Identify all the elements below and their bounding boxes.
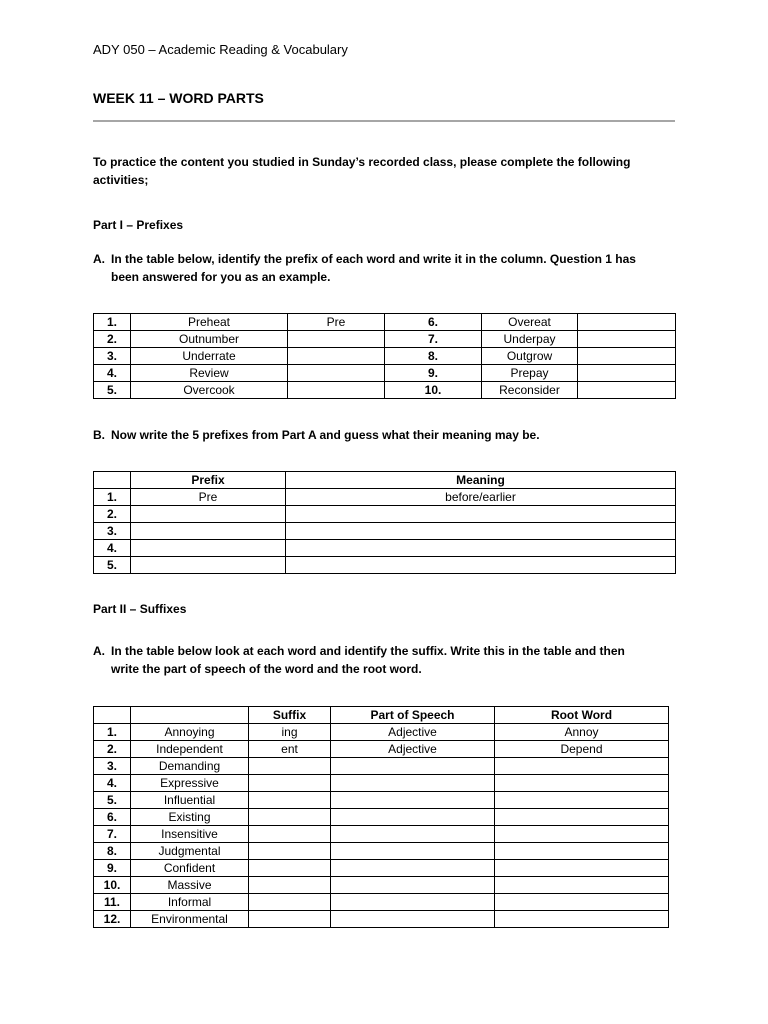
suffix-cell	[249, 894, 331, 911]
root-word-cell	[495, 792, 669, 809]
suffix-cell	[249, 792, 331, 809]
meaning-cell	[286, 540, 676, 557]
word-cell: Preheat	[131, 314, 288, 331]
word-cell: Prepay	[482, 365, 578, 382]
word-cell: Underrate	[131, 348, 288, 365]
part1-b-label: B.	[93, 428, 105, 442]
suffix-cell	[249, 775, 331, 792]
row-number: 3.	[94, 523, 131, 540]
word-cell: Overeat	[482, 314, 578, 331]
suffix-cell	[249, 809, 331, 826]
root-word-cell	[495, 860, 669, 877]
part2-a-label: A.	[93, 644, 105, 658]
table-row	[94, 758, 669, 775]
part-of-speech-cell	[331, 843, 495, 860]
table-row	[94, 724, 669, 741]
table-row	[94, 843, 669, 860]
row-number: 11.	[94, 894, 131, 911]
root-word-cell	[495, 894, 669, 911]
word-cell: Judgmental	[131, 843, 249, 860]
table-row	[94, 877, 669, 894]
row-number: 5.	[94, 557, 131, 574]
prefix-cell: Pre	[131, 489, 286, 506]
table-row	[94, 489, 676, 506]
part-of-speech-cell	[331, 792, 495, 809]
row-number: 8.	[94, 843, 131, 860]
root-word-header: Root Word	[495, 707, 669, 724]
root-word-cell: Annoy	[495, 724, 669, 741]
suffix-cell	[249, 877, 331, 894]
prefix-cell	[131, 557, 286, 574]
prefix-answer-cell: Pre	[288, 314, 385, 331]
meaning-cell	[286, 506, 676, 523]
prefix-answer-cell	[288, 331, 385, 348]
row-number: 2.	[94, 331, 131, 348]
table-row	[94, 365, 676, 382]
prefix-cell	[131, 506, 286, 523]
part-of-speech-cell	[331, 809, 495, 826]
blank-header	[94, 472, 131, 489]
table-row	[94, 911, 669, 928]
table-row	[94, 809, 669, 826]
prefix-answer-cell	[288, 382, 385, 399]
word-cell: Insensitive	[131, 826, 249, 843]
root-word-cell	[495, 911, 669, 928]
table-row	[94, 775, 669, 792]
word-cell: Massive	[131, 877, 249, 894]
row-number: 3.	[94, 348, 131, 365]
table-row	[94, 894, 669, 911]
row-number: 7.	[385, 331, 482, 348]
word-cell: Influential	[131, 792, 249, 809]
row-number: 2.	[94, 741, 131, 758]
table-row	[94, 523, 676, 540]
header-row	[94, 472, 676, 489]
table-row	[94, 382, 676, 399]
table-row	[94, 331, 676, 348]
part1-a-line2: been answered for you as an example.	[111, 270, 331, 284]
root-word-cell	[495, 809, 669, 826]
root-word-cell	[495, 877, 669, 894]
word-cell: Annoying	[131, 724, 249, 741]
row-number: 9.	[385, 365, 482, 382]
part2-heading: Part II – Suffixes	[93, 602, 187, 616]
prefix-answer-cell	[578, 365, 676, 382]
root-word-cell: Depend	[495, 741, 669, 758]
meaning-header: Meaning	[286, 472, 676, 489]
row-number: 7.	[94, 826, 131, 843]
row-number: 6.	[385, 314, 482, 331]
suffix-cell	[249, 826, 331, 843]
suffix-cell: ing	[249, 724, 331, 741]
root-word-cell	[495, 775, 669, 792]
row-number: 5.	[94, 792, 131, 809]
suffix-cell	[249, 758, 331, 775]
prefix-cell	[131, 523, 286, 540]
part-of-speech-cell	[331, 894, 495, 911]
word-cell: Review	[131, 365, 288, 382]
prefix-table	[93, 313, 676, 399]
part2-a-instruction	[93, 642, 678, 678]
part-of-speech-cell	[331, 877, 495, 894]
row-number: 12.	[94, 911, 131, 928]
row-number: 9.	[94, 860, 131, 877]
part1-b-instruction	[93, 426, 678, 444]
prefix-answer-cell	[578, 314, 676, 331]
word-cell: Demanding	[131, 758, 249, 775]
header-row	[94, 707, 669, 724]
part-of-speech-header: Part of Speech	[331, 707, 495, 724]
row-number: 1.	[94, 314, 131, 331]
row-number: 6.	[94, 809, 131, 826]
suffix-header: Suffix	[249, 707, 331, 724]
part1-a-instruction	[93, 250, 678, 286]
table-row	[94, 314, 676, 331]
prefix-answer-cell	[578, 348, 676, 365]
word-cell: Expressive	[131, 775, 249, 792]
table-row	[94, 540, 676, 557]
row-number: 4.	[94, 775, 131, 792]
page-title: WEEK 11 – WORD PARTS	[93, 90, 264, 106]
prefix-meaning-table	[93, 471, 676, 574]
prefix-answer-cell	[578, 382, 676, 399]
table-row	[94, 826, 669, 843]
blank-header	[94, 707, 131, 724]
word-cell: Environmental	[131, 911, 249, 928]
word-cell: Outgrow	[482, 348, 578, 365]
word-cell: Independent	[131, 741, 249, 758]
prefix-header: Prefix	[131, 472, 286, 489]
prefix-answer-cell	[578, 331, 676, 348]
part-of-speech-cell	[331, 911, 495, 928]
part-of-speech-cell	[331, 860, 495, 877]
part1-a-line1: In the table below, identify the prefix of each word and write it in the column. Question 1 has	[111, 252, 636, 266]
course-title: ADY 050 – Academic Reading & Vocabulary	[93, 42, 348, 57]
blank-header	[131, 707, 249, 724]
suffix-cell	[249, 860, 331, 877]
word-cell: Underpay	[482, 331, 578, 348]
part-of-speech-cell	[331, 826, 495, 843]
part2-a-line2: write the part of speech of the word and the root word.	[111, 662, 422, 676]
meaning-cell	[286, 557, 676, 574]
part1-a-label: A.	[93, 252, 105, 266]
word-cell: Informal	[131, 894, 249, 911]
table-row	[94, 557, 676, 574]
row-number: 1.	[94, 724, 131, 741]
meaning-cell	[286, 523, 676, 540]
part1-b-text: Now write the 5 prefixes from Part A and guess what their meaning may be.	[111, 428, 540, 442]
suffix-cell	[249, 843, 331, 860]
row-number: 4.	[94, 365, 131, 382]
title-divider	[93, 120, 675, 122]
root-word-cell	[495, 826, 669, 843]
row-number: 3.	[94, 758, 131, 775]
word-cell: Existing	[131, 809, 249, 826]
table-row	[94, 860, 669, 877]
table-row	[94, 348, 676, 365]
prefix-answer-cell	[288, 348, 385, 365]
part1-heading: Part I – Prefixes	[93, 218, 184, 232]
root-word-cell	[495, 758, 669, 775]
row-number: 8.	[385, 348, 482, 365]
word-cell: Overcook	[131, 382, 288, 399]
word-cell: Reconsider	[482, 382, 578, 399]
part-of-speech-cell: Adjective	[331, 741, 495, 758]
row-number: 5.	[94, 382, 131, 399]
suffix-cell: ent	[249, 741, 331, 758]
suffix-table	[93, 706, 669, 928]
part2-a-line1: In the table below look at each word and identify the suffix. Write this in the table and then	[111, 644, 625, 658]
word-cell: Outnumber	[131, 331, 288, 348]
table-row	[94, 741, 669, 758]
part-of-speech-cell	[331, 758, 495, 775]
part-of-speech-cell: Adjective	[331, 724, 495, 741]
part-of-speech-cell	[331, 775, 495, 792]
prefix-answer-cell	[288, 365, 385, 382]
table-row	[94, 506, 676, 523]
row-number: 10.	[94, 877, 131, 894]
row-number: 10.	[385, 382, 482, 399]
prefix-cell	[131, 540, 286, 557]
word-cell: Confident	[131, 860, 249, 877]
row-number: 4.	[94, 540, 131, 557]
row-number: 2.	[94, 506, 131, 523]
meaning-cell: before/earlier	[286, 489, 676, 506]
row-number: 1.	[94, 489, 131, 506]
root-word-cell	[495, 843, 669, 860]
suffix-cell	[249, 911, 331, 928]
intro-text: To practice the content you studied in Sunday’s recorded class, please complete the following activities;	[93, 155, 631, 187]
table-row	[94, 792, 669, 809]
